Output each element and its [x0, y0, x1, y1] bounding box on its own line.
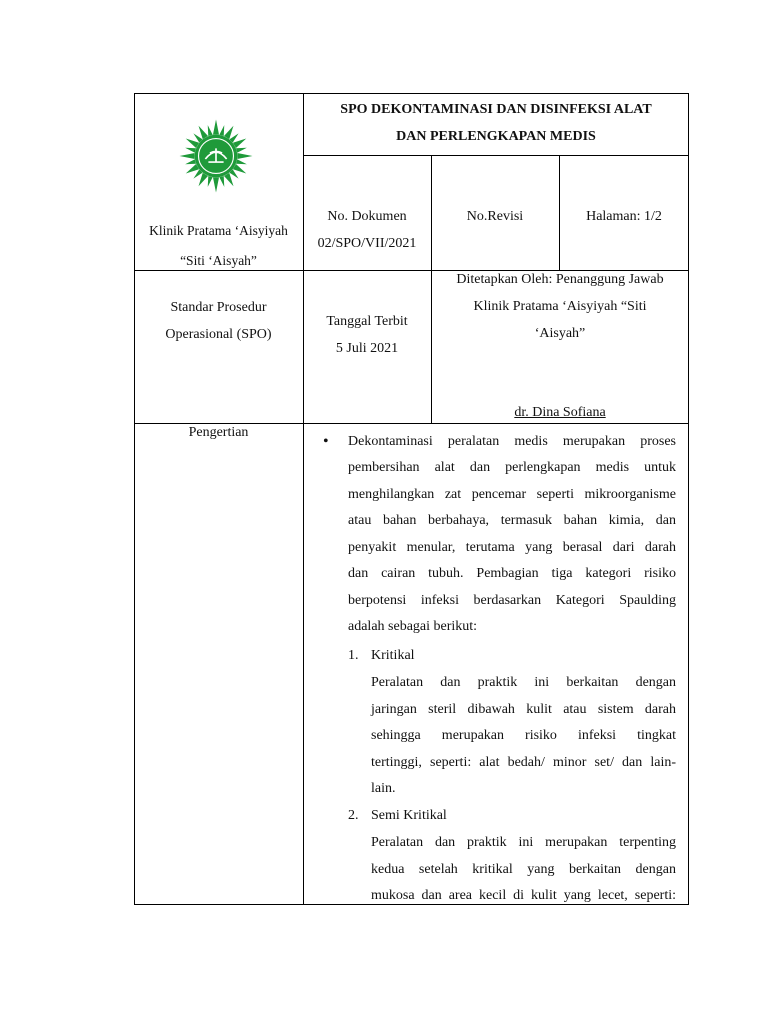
clinic-name-line2: “Siti ‘Aisyah” [180, 253, 257, 268]
paragraph-line: pembersihan alat dan perlengkapan medis untuk [348, 460, 676, 475]
paragraph-line: adalah sebagai berikut: [348, 619, 478, 634]
list-number: 1. [348, 648, 359, 663]
list-item-line: tertinggi, seperti: alat bedah/ minor set/ dan lain- [371, 755, 676, 770]
issue-date-label: Tanggal Terbit [326, 314, 408, 329]
issue-date-value: 5 Juli 2021 [335, 341, 399, 356]
list-item-line: Peralatan dan praktik ini berkaitan dengan [371, 675, 676, 690]
paragraph-line: penyakit menular, terutama yang berasal dari darah [348, 540, 676, 555]
paragraph-line: menghilangkan zat pencemar seperti mikroorganisme [348, 487, 676, 502]
list-item-title: Semi Kritikal [371, 808, 447, 823]
bullet-marker: • [323, 433, 329, 450]
section-label: Pengertian [188, 425, 249, 440]
list-item-line: jaringan steril dibawah kulit atau sistem darah [371, 702, 676, 717]
spo-type-line1: Standar Prosedur [170, 300, 267, 315]
muhammadiyah-sun-logo-icon [178, 118, 254, 194]
list-number: 2. [348, 808, 359, 823]
list-item-line: Peralatan dan praktik ini merupakan terpenting [371, 835, 676, 850]
doc-number-value: 02/SPO/VII/2021 [317, 236, 417, 251]
revision-label: No.Revisi [466, 209, 524, 224]
list-item-title: Kritikal [371, 648, 415, 663]
clinic-name-line1: Klinik Pratama ‘Aisyiyah [149, 223, 288, 238]
spo-type-line2: Operasional (SPO) [165, 327, 272, 342]
list-item-line: sehingga merupakan risiko infeksi tingkat [371, 728, 676, 743]
paragraph-line: dan cairan tubuh. Pembagian tiga kategori risiko [348, 566, 676, 581]
approved-by-line3: ‘Aisyah” [534, 326, 586, 341]
document-title-line2: DAN PERLENGKAPAN MEDIS [396, 129, 596, 144]
list-item-line: kedua setelah kritikal yang berkaitan dengan [371, 862, 676, 877]
paragraph-line: atau bahan berbahaya, termasuk bahan kimia, dan [348, 513, 676, 528]
document-title-line1: SPO DEKONTAMINASI DAN DISINFEKSI ALAT [340, 102, 652, 117]
table-divider [303, 155, 689, 156]
approved-by-line2: Klinik Pratama ‘Aisyiyah “Siti [473, 299, 647, 314]
paragraph-line: Dekontaminasi peralatan medis merupakan proses [348, 434, 676, 449]
signatory-name: dr. Dina Sofiana [514, 405, 606, 420]
approved-by-line1: Ditetapkan Oleh: Penanggung Jawab [456, 272, 664, 287]
paragraph-line: berpotensi infeksi berdasarkan Kategori Spaulding [348, 593, 676, 608]
page-label: Halaman: 1/2 [586, 209, 662, 224]
list-item-line: lain. [371, 781, 396, 796]
list-item-line: mukosa dan area kecil di kulit yang lecet, seperti: [371, 888, 676, 903]
doc-number-label: No. Dokumen [327, 209, 407, 224]
